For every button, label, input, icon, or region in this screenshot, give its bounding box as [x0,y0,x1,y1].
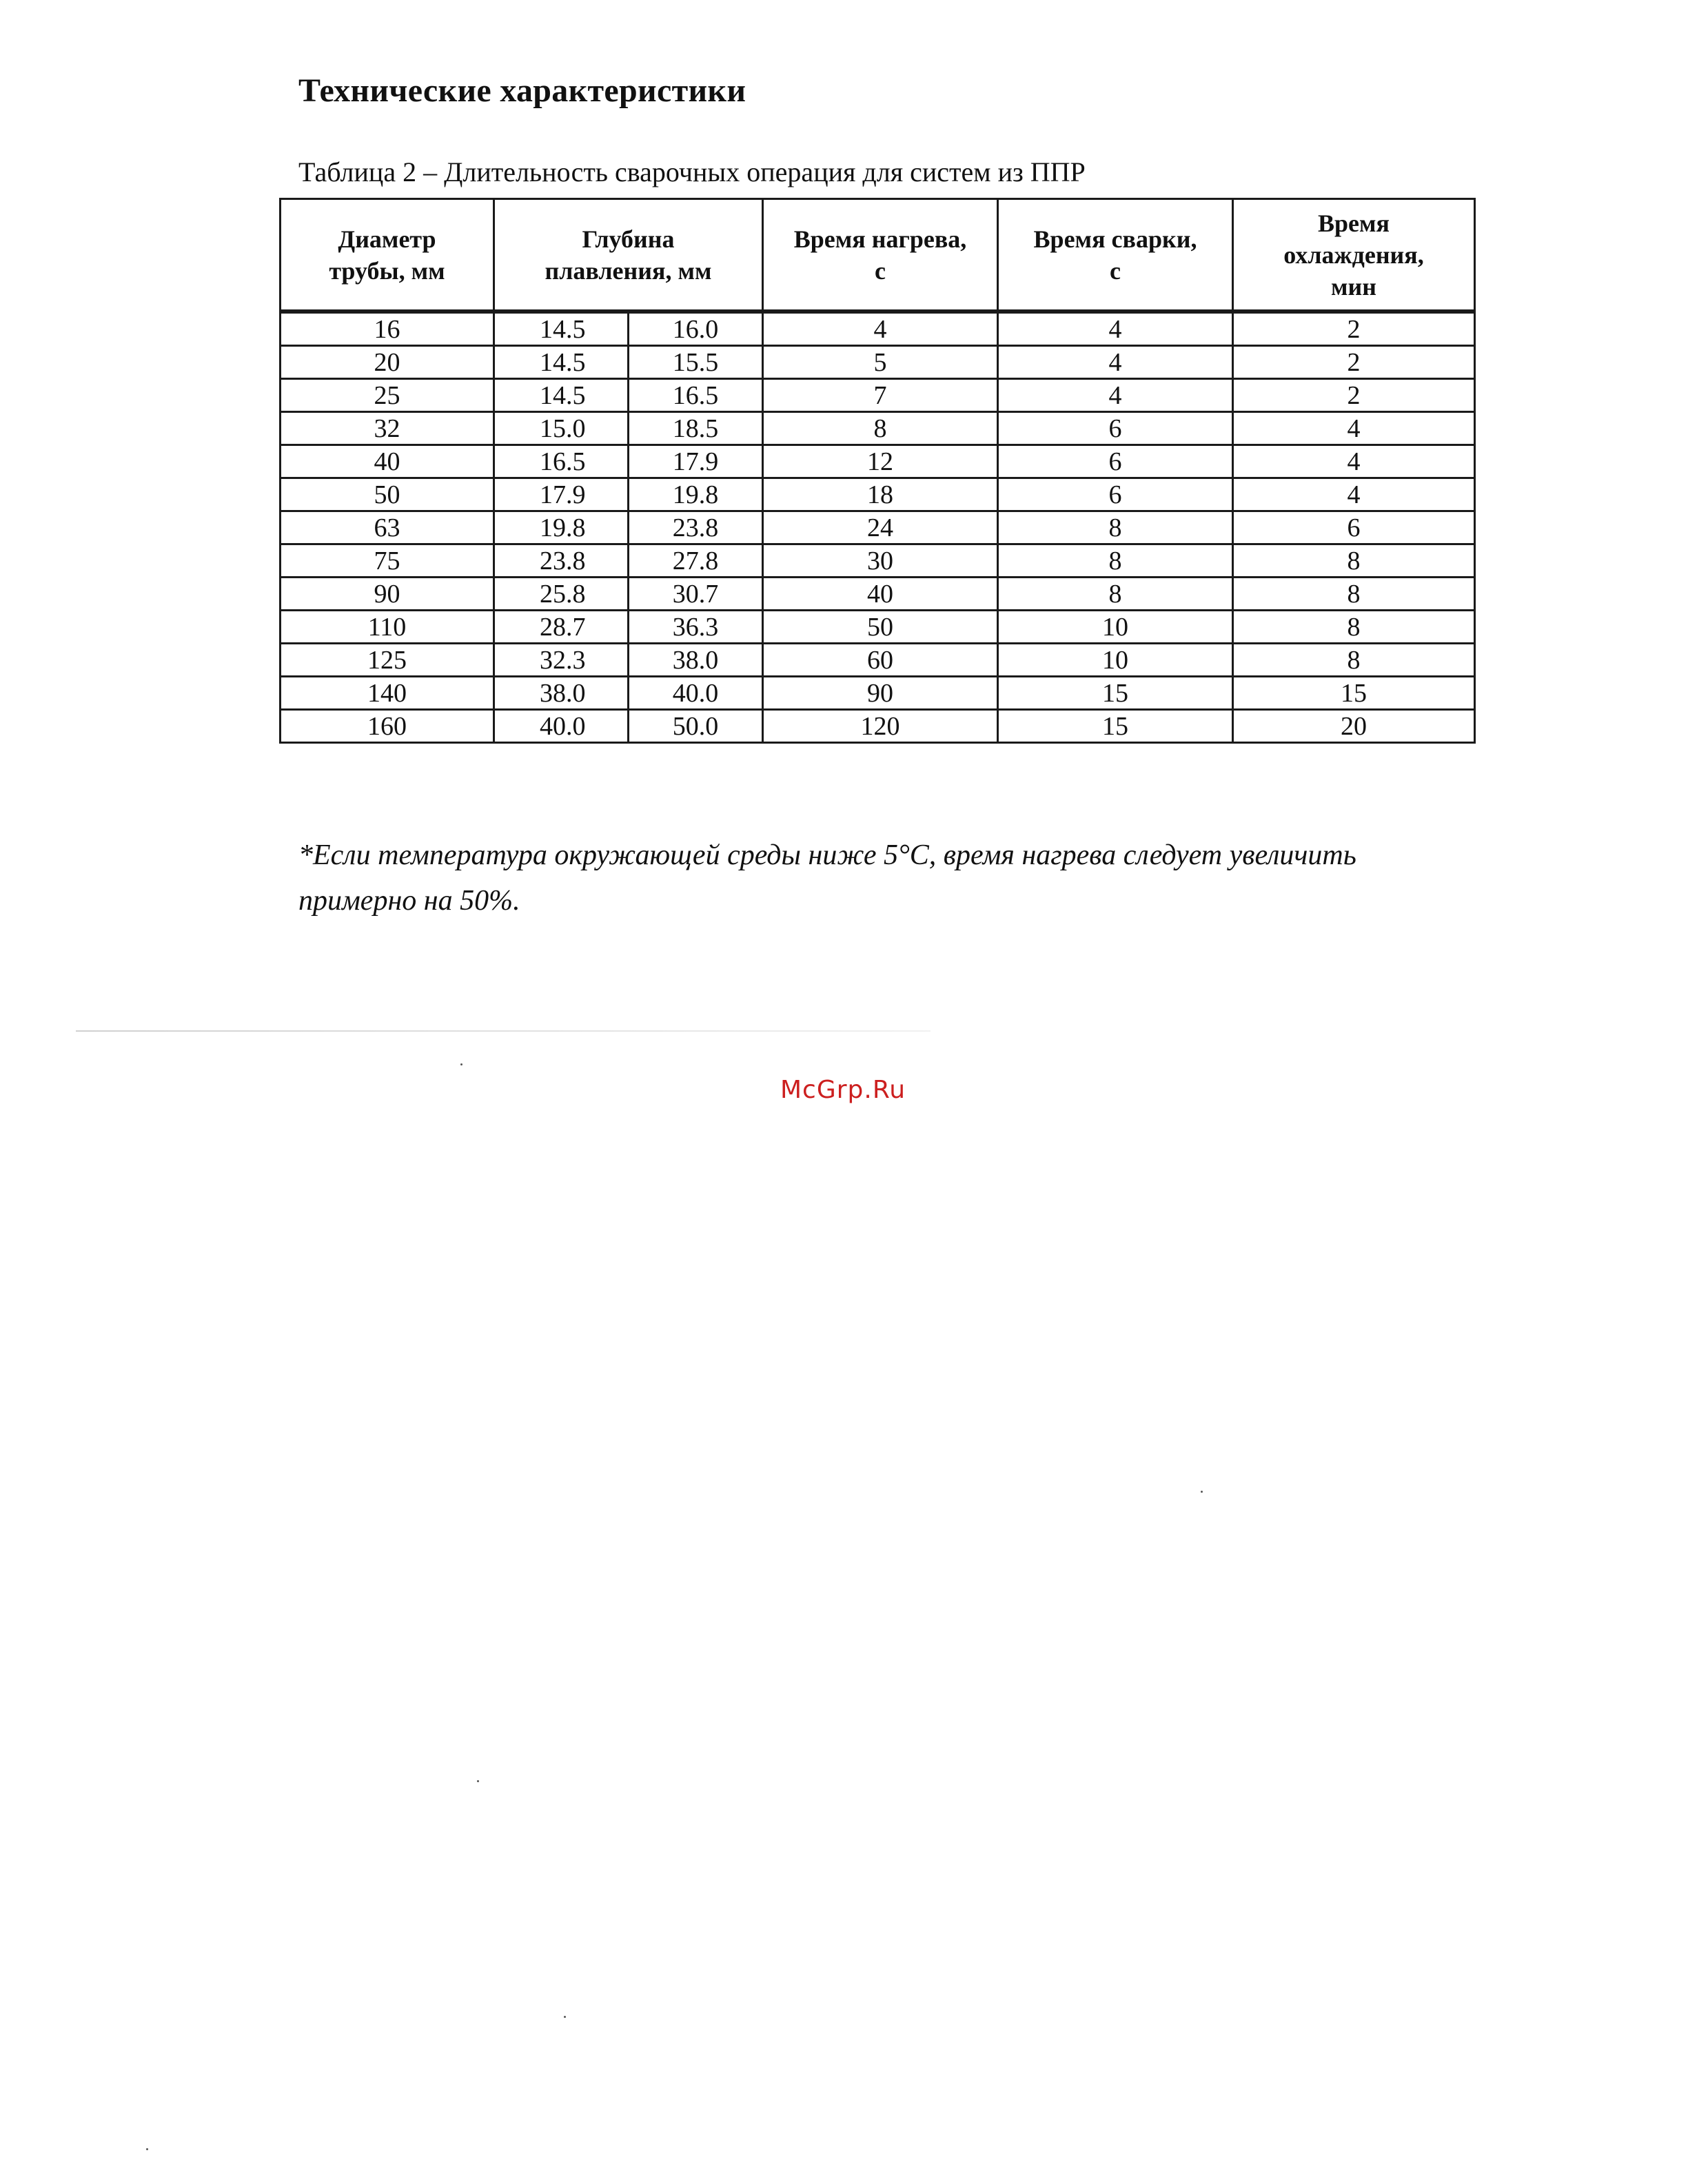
cell-cooling-time: 8 [1233,578,1475,611]
header-melt-depth [494,199,763,312]
scan-speck [1201,1491,1203,1493]
cell-depth-max: 16.5 [629,379,763,412]
table-header-row [281,199,1475,312]
cell-cooling-time: 6 [1233,511,1475,544]
cell-depth-min: 14.5 [494,379,629,412]
cell-welding-time: 4 [998,312,1233,346]
scan-speck [564,2016,566,2018]
header-cooling-time-line-3: мин [1330,272,1376,300]
cell-depth-min: 38.0 [494,677,629,710]
cell-depth-max: 18.5 [629,412,763,445]
cell-heating-time: 24 [763,511,998,544]
cell-cooling-time: 4 [1233,478,1475,511]
header-melt-depth-line-2: плавления, мм [545,256,712,285]
cell-depth-max: 38.0 [629,644,763,677]
cell-depth-max: 15.5 [629,346,763,379]
cell-welding-time: 8 [998,544,1233,578]
scan-speck [477,1780,479,1782]
cell-heating-time: 12 [763,445,998,478]
cell-cooling-time: 4 [1233,445,1475,478]
cell-diameter: 90 [281,578,494,611]
table-row [281,312,1475,346]
table-row [281,478,1475,511]
page-title: Технические характеристики [298,72,746,109]
table-row [281,578,1475,611]
header-pipe-diameter-line-1: Диаметр [338,225,436,253]
cell-heating-time: 4 [763,312,998,346]
cell-depth-min: 17.9 [494,478,629,511]
cell-depth-max: 19.8 [629,478,763,511]
cell-heating-time: 5 [763,346,998,379]
cell-heating-time: 18 [763,478,998,511]
header-welding-time-line-2: с [1110,256,1121,285]
cell-heating-time: 7 [763,379,998,412]
cell-heating-time: 90 [763,677,998,710]
cell-heating-time: 60 [763,644,998,677]
cell-diameter: 16 [281,312,494,346]
scan-artifact-line [76,1030,931,1032]
cell-diameter: 20 [281,346,494,379]
cell-cooling-time: 8 [1233,611,1475,644]
cell-welding-time: 6 [998,412,1233,445]
header-heating-time-line-2: с [875,256,886,285]
cell-welding-time: 6 [998,445,1233,478]
cell-heating-time: 50 [763,611,998,644]
cell-depth-max: 30.7 [629,578,763,611]
scan-speck [460,1063,462,1065]
cell-depth-max: 50.0 [629,710,763,743]
cell-welding-time: 10 [998,644,1233,677]
cell-depth-min: 14.5 [494,312,629,346]
table-caption: Таблица 2 – Длительность сварочных операция для систем из ППР [298,156,1086,187]
cell-depth-max: 27.8 [629,544,763,578]
cell-depth-min: 40.0 [494,710,629,743]
header-welding-time [998,199,1233,312]
cell-depth-max: 36.3 [629,611,763,644]
cell-welding-time: 8 [998,511,1233,544]
cell-diameter: 160 [281,710,494,743]
temperature-note-line-1: *Если температура окружающей среды ниже 5°С, время нагрева следует увеличить [298,839,1356,871]
cell-cooling-time: 15 [1233,677,1475,710]
cell-depth-min: 15.0 [494,412,629,445]
cell-cooling-time: 8 [1233,644,1475,677]
cell-cooling-time: 2 [1233,379,1475,412]
table-row [281,445,1475,478]
cell-diameter: 140 [281,677,494,710]
watermark: McGrp.Ru [780,1076,906,1104]
cell-depth-max: 23.8 [629,511,763,544]
cell-depth-max: 40.0 [629,677,763,710]
cell-welding-time: 10 [998,611,1233,644]
cell-diameter: 32 [281,412,494,445]
welding-times-table [279,198,1476,744]
cell-depth-min: 28.7 [494,611,629,644]
header-pipe-diameter [281,199,494,312]
cell-cooling-time: 2 [1233,346,1475,379]
header-cooling-time-line-1: Время [1317,209,1390,237]
cell-diameter: 110 [281,611,494,644]
cell-diameter: 125 [281,644,494,677]
table-row [281,544,1475,578]
header-melt-depth-line-1: Глубина [582,225,675,253]
cell-welding-time: 15 [998,710,1233,743]
cell-depth-min: 32.3 [494,644,629,677]
header-heating-time-line-1: Время нагрева, [793,225,967,253]
cell-depth-max: 16.0 [629,312,763,346]
scan-speck [146,2148,148,2150]
table-row [281,677,1475,710]
cell-depth-min: 23.8 [494,544,629,578]
header-welding-time-line-1: Время сварки, [1033,225,1197,253]
cell-welding-time: 6 [998,478,1233,511]
cell-welding-time: 4 [998,379,1233,412]
cell-welding-time: 15 [998,677,1233,710]
cell-cooling-time: 2 [1233,312,1475,346]
header-cooling-time-line-2: охлаждения, [1283,241,1424,269]
cell-heating-time: 8 [763,412,998,445]
table-row [281,379,1475,412]
temperature-note-line-2: примерно на 50%. [298,885,520,917]
cell-depth-min: 25.8 [494,578,629,611]
cell-welding-time: 4 [998,346,1233,379]
header-heating-time [763,199,998,312]
cell-diameter: 63 [281,511,494,544]
cell-diameter: 40 [281,445,494,478]
header-cooling-time [1233,199,1475,312]
table-row [281,644,1475,677]
temperature-note [298,833,1484,923]
cell-diameter: 75 [281,544,494,578]
header-pipe-diameter-line-2: трубы, мм [329,256,445,285]
cell-depth-min: 14.5 [494,346,629,379]
cell-welding-time: 8 [998,578,1233,611]
table-row [281,412,1475,445]
cell-cooling-time: 4 [1233,412,1475,445]
table-row [281,710,1475,743]
cell-depth-min: 16.5 [494,445,629,478]
cell-diameter: 50 [281,478,494,511]
cell-heating-time: 30 [763,544,998,578]
cell-cooling-time: 8 [1233,544,1475,578]
cell-heating-time: 120 [763,710,998,743]
cell-cooling-time: 20 [1233,710,1475,743]
cell-depth-max: 17.9 [629,445,763,478]
table-row [281,511,1475,544]
table-row [281,346,1475,379]
table-row [281,611,1475,644]
cell-diameter: 25 [281,379,494,412]
cell-depth-min: 19.8 [494,511,629,544]
table-body [281,312,1475,743]
cell-heating-time: 40 [763,578,998,611]
